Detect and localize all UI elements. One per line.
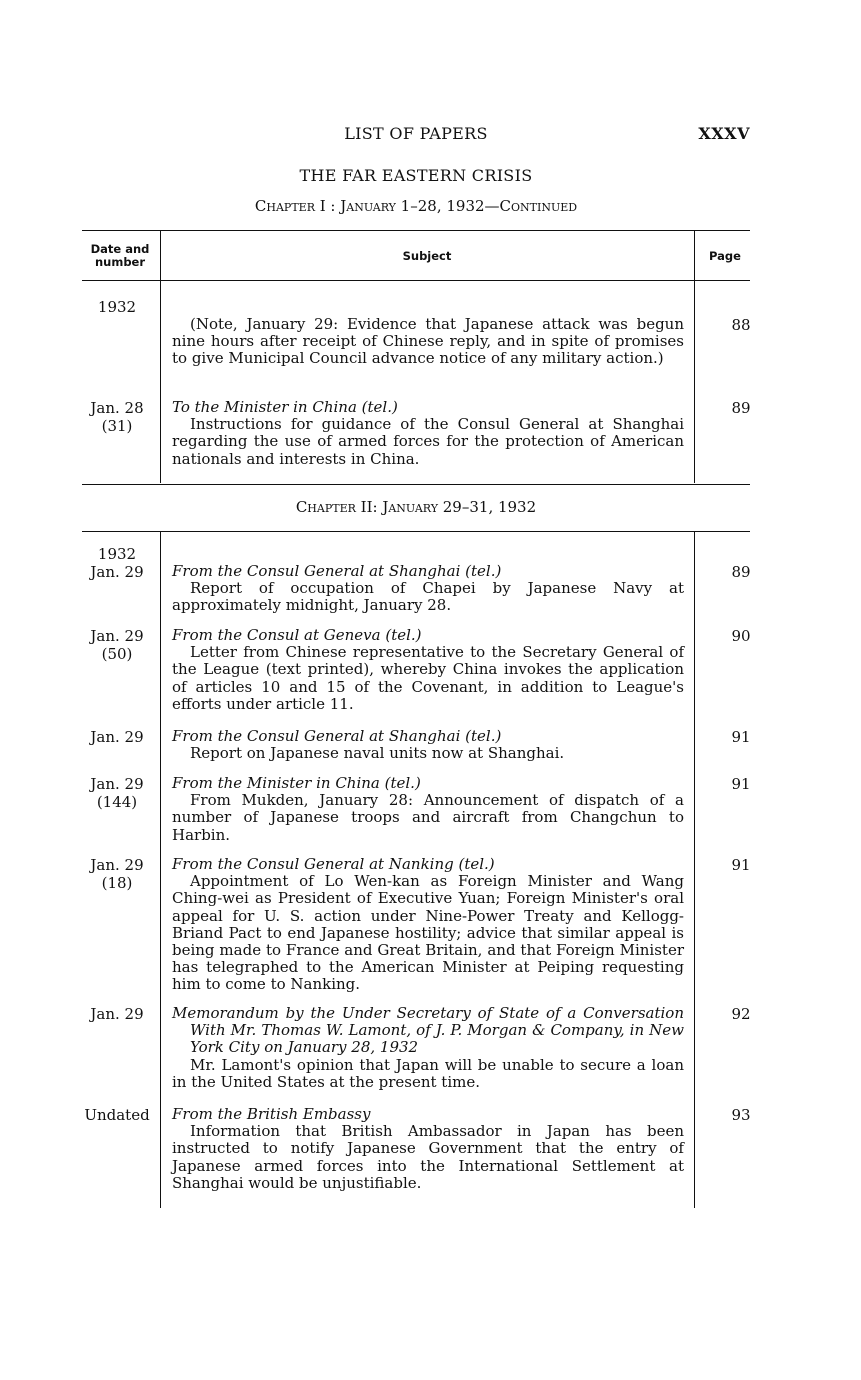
entry-date: Jan. 29 (90, 728, 144, 746)
entry-heading: From the Consul General at Shanghai (tel.) (172, 562, 502, 580)
entry-number: (18) (101, 874, 133, 892)
entry-page: 88 (731, 316, 751, 334)
page-number: XXXV (698, 124, 750, 143)
table-1-bottom-rule (82, 484, 750, 485)
entry-date: Undated (84, 1106, 150, 1124)
entry-heading: From the British Embassy (172, 1105, 371, 1123)
table-2-divider-left (160, 532, 161, 1208)
entry-heading: Memorandum by the Under Secretary of State of a Conversation With Mr. Thomas W. Lamont, of J. P. Morgan & Company, in New York City on January 28, 1932 (172, 1004, 684, 1057)
entry-summary: Appointment of Lo Wen-kan as Foreign Minister and Wang Ching-wei as President of Executive Yuan; Foreign Minister's oral appeal for U. S. action under Nine-Power Treaty and Kellogg-Briand Pact to end Japanese hostility; advice that similar appeal is being made to France and Great Britain, and that Foreign Minister has telegraphed to the American Minister at Peiping requesting him to come to Nanking. (172, 872, 684, 994)
column-header-page: Page (709, 249, 741, 263)
entry-page: 91 (731, 728, 751, 746)
entry-date: Jan. 28 (90, 399, 144, 417)
column-header-subject: Subject (402, 249, 452, 263)
entry-summary: Report of occupation of Chapei by Japanese Navy at approximately midnight, January 28. (172, 579, 684, 615)
entry-summary: Instructions for guidance of the Consul General at Shanghai regarding the use of armed forces for the protection of American nationals and interests in China. (172, 415, 684, 468)
entry-number: (144) (96, 793, 138, 811)
section-title: THE FAR EASTERN CRISIS (299, 166, 533, 185)
table-2-top-rule (82, 531, 750, 532)
chapter-2-heading: Chapter II: January 29–31, 1932 (295, 498, 537, 516)
table-2-divider-right (694, 532, 695, 1208)
entry-number: (50) (101, 645, 133, 663)
table-1-divider-left (160, 231, 161, 483)
entry-page: 93 (731, 1106, 751, 1124)
entry-date: Jan. 29 (90, 627, 144, 645)
entry-date: Jan. 29 (90, 856, 144, 874)
entry-heading: To the Minister in China (tel.) (172, 398, 398, 416)
running-head-title: LIST OF PAPERS (344, 124, 488, 143)
table-1-divider-right (694, 231, 695, 483)
column-header-date: Date and number (90, 242, 150, 269)
entry-page: 92 (731, 1005, 751, 1023)
entry-date: Jan. 29 (90, 775, 144, 793)
chapter-1-heading: Chapter I : January 1–28, 1932—Continued (254, 197, 578, 215)
entry-summary: Letter from Chinese representative to the Secretary General of the League (text printed), whereby China invokes the application of articles 10 and 15 of the Covenant, in addition to League's efforts under article 11. (172, 643, 684, 713)
entry-summary: Information that British Ambassador in Japan has been instructed to notify Japanese Government that the entry of Japanese armed forces into the International Settlement at Shanghai would be unjustifiable. (172, 1122, 684, 1192)
table-2-year: 1932 (97, 545, 137, 563)
entry-number: (31) (101, 417, 133, 435)
entry-heading: From the Consul General at Nanking (tel.) (172, 855, 495, 873)
entry-page: 90 (731, 627, 751, 645)
entry-page: 91 (731, 856, 751, 874)
entry-page: 89 (731, 399, 751, 417)
table-1-top-rule (82, 230, 750, 231)
running-head (82, 124, 750, 146)
entry-date: Jan. 29 (90, 563, 144, 581)
entry-heading: From the Consul at Geneva (tel.) (172, 626, 422, 644)
entry-heading: From the Consul General at Shanghai (tel.) (172, 727, 502, 745)
entry-summary: From Mukden, January 28: Announcement of dispatch of a number of Japanese troops and aircraft from Changchun to Harbin. (172, 791, 684, 844)
entry-heading: From the Minister in China (tel.) (172, 774, 421, 792)
entry-summary: (Note, January 29: Evidence that Japanese attack was begun nine hours after receipt of Chinese reply, and in spite of promises to give Municipal Council advance notice of any military action.) (172, 315, 684, 368)
table-1-year: 1932 (97, 298, 137, 316)
entry-page: 91 (731, 775, 751, 793)
entry-summary: Mr. Lamont's opinion that Japan will be unable to secure a loan in the United States at the present time. (172, 1055, 684, 1091)
entry-date: Jan. 29 (90, 1005, 144, 1023)
table-1-header-rule (82, 280, 750, 281)
entry-page: 89 (731, 563, 751, 581)
entry-summary: Report on Japanese naval units now at Shanghai. (190, 744, 565, 763)
